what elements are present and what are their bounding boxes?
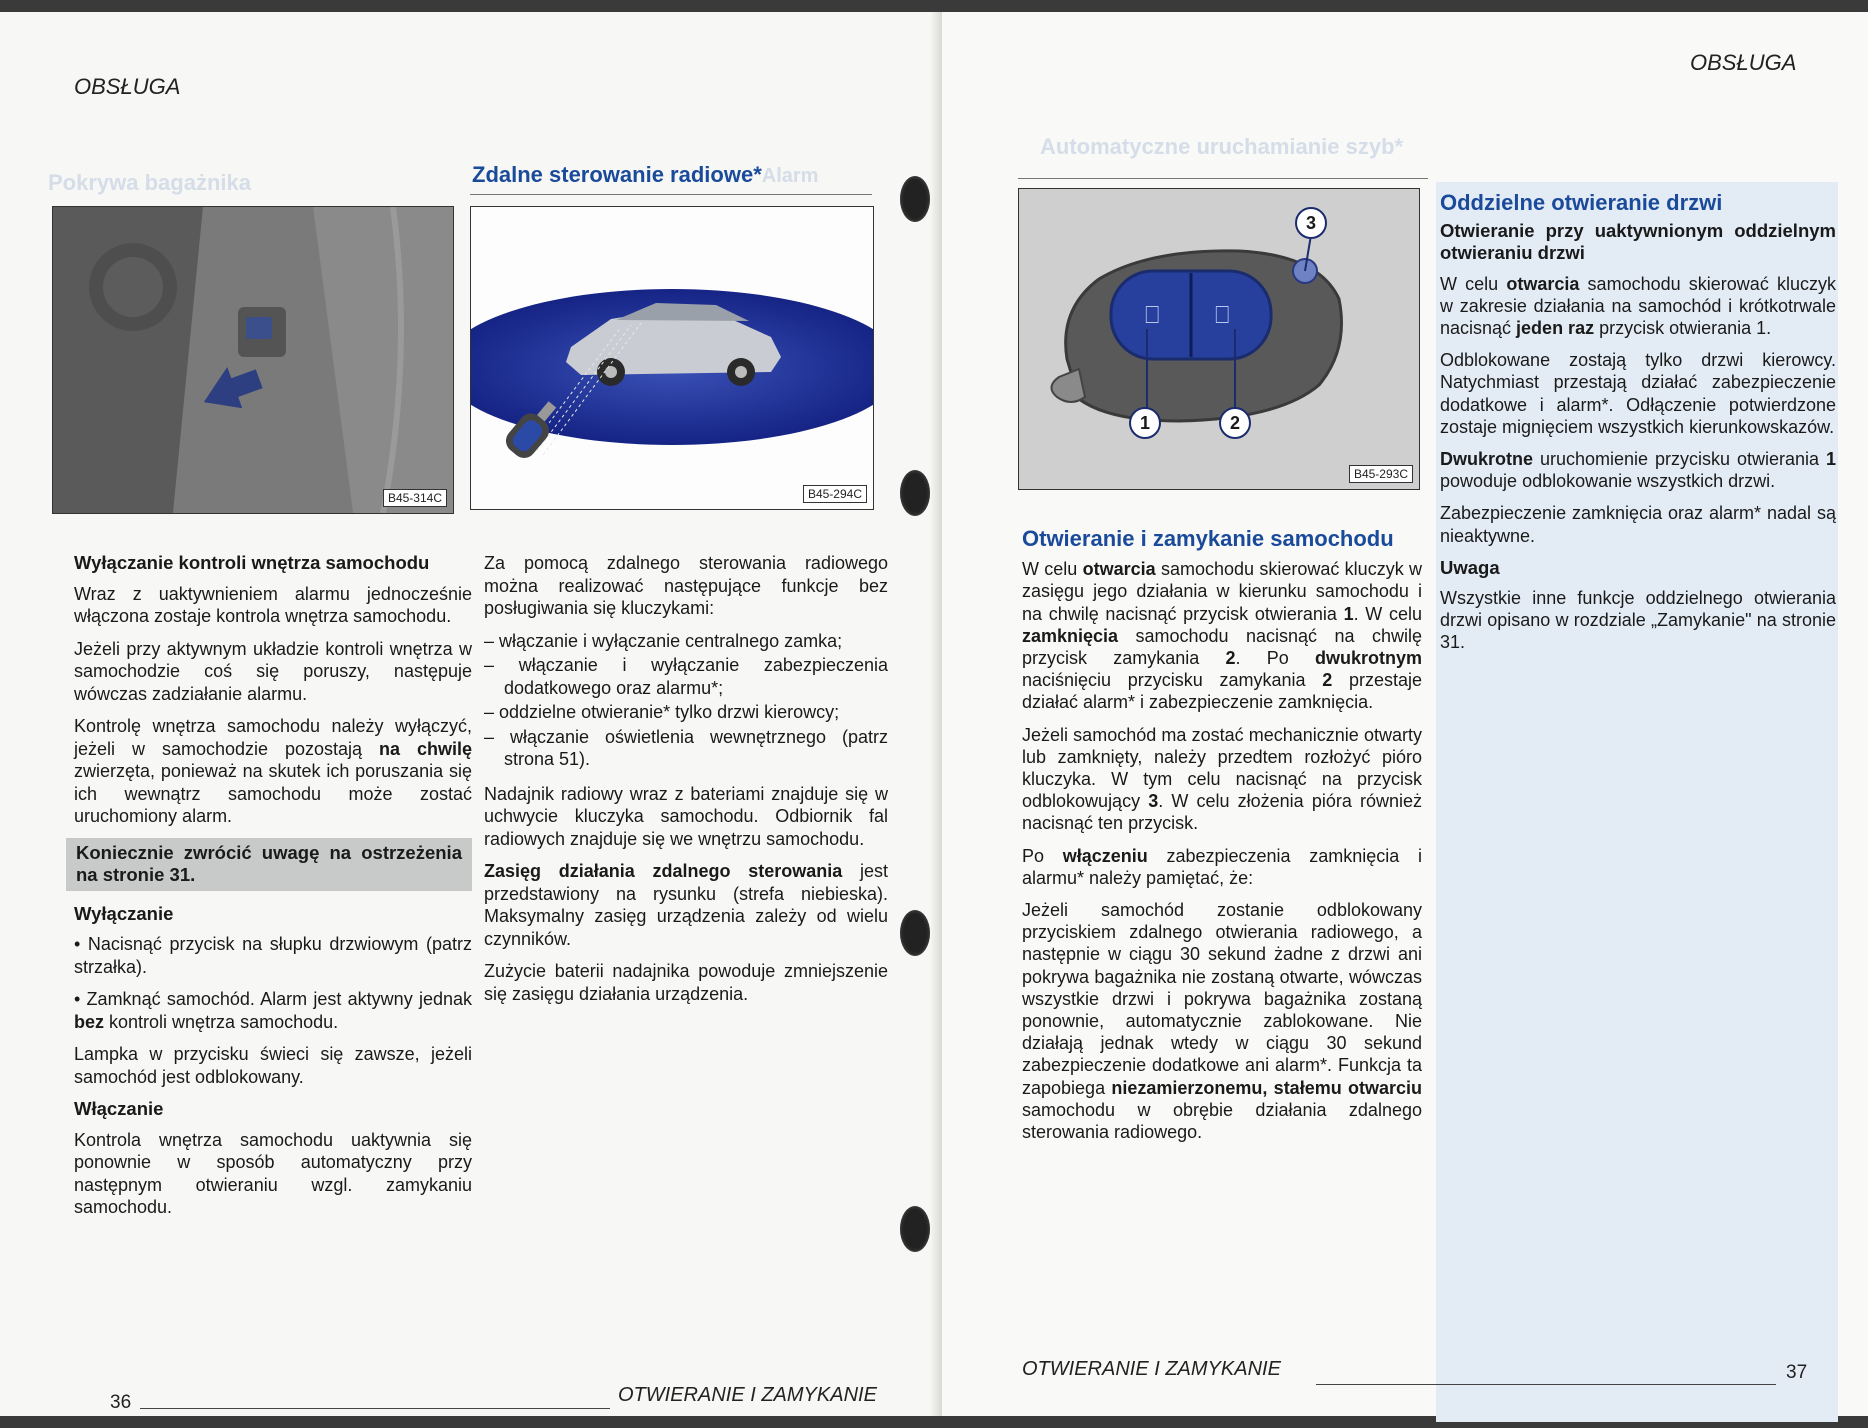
paragraph-3 <box>74 715 472 828</box>
paragraph-see-chapter: Wszystkie inne funkcje oddzielnego otwierania drzwi opisano w rozdziale „Zamykanie" na stronie 31. <box>1440 588 1836 653</box>
warning-box: Koniecznie zwrócić uwagę na ostrzeżenia na stronie 31. <box>66 838 472 891</box>
ghost-heading-right: Automatyczne uruchamianie szyb* <box>1040 134 1404 159</box>
bold: dwukrotnym <box>1314 648 1422 669</box>
subheading-note: Uwaga <box>1440 556 1500 578</box>
subtitle-separate-opening: Otwieranie przy uaktywnionym oddzielnym otwieraniu drzwi <box>1440 220 1836 264</box>
bold: zamknięcia <box>1022 625 1119 646</box>
title-separate-opening: Oddzielne otwieranie drzwi <box>1440 190 1723 215</box>
text: W celu <box>1022 559 1083 580</box>
callout-3: 3 <box>1295 207 1327 239</box>
text: uruchomienie przycisku otwierania <box>1533 449 1826 470</box>
paragraph-2: Jeżeli przy aktywnym układzie kontroli wnętrza w samochodzie coś się poruszy, następuje wówczas zadziałanie alarmu. <box>74 638 472 704</box>
bold: jeden raz <box>1516 318 1595 339</box>
paragraph-driver-door: Odblokowane zostają tylko drzwi kierowcy. Natychmiast przestają działać zabezpieczenie dodatkowe i alarm*. Odłączenie potwierdzone zostaje mignięciem wszystkich kierunkowskazów. <box>1440 350 1836 437</box>
paragraph-range <box>484 860 888 950</box>
text: zabezpieczenia zamknięcia i alarmu* należy pamiętać, że: <box>1022 845 1422 888</box>
text: W celu <box>1440 273 1507 294</box>
bold: otwarcia <box>1082 559 1156 580</box>
bullet-press-button: • Nacisnąć przycisk na słupku drzwiowym (patrz strzałka). <box>74 934 472 977</box>
page-number-left: 36 <box>110 1392 132 1413</box>
left-column-2 <box>484 552 888 1015</box>
range-bold: Zasięg działania zdalnego sterowania <box>484 861 843 881</box>
text: . W celu <box>1353 603 1423 624</box>
right-title-rule <box>1018 178 1428 179</box>
subheading-turn-off: Wyłączanie <box>74 902 174 924</box>
paragraph-1: Wraz z uaktywnieniem alarmu jednocześnie włączona zostaje kontrola wnętrza samochodu. <box>74 583 472 626</box>
right-column-1 <box>1022 528 1422 1153</box>
left-page-header: OBSŁUGA <box>74 74 181 99</box>
p3-bold: na chwilę <box>379 738 472 759</box>
text: samochodu skierować kluczyk w zakresie działania na samochód i krótkotrwale nacisnąć <box>1440 273 1836 339</box>
key-fob-illustration <box>1019 189 1419 489</box>
paragraph-double-press <box>1440 448 1836 492</box>
footer-rule-left <box>140 1408 610 1409</box>
footer-left: OTWIERANIE I ZAMYKANIE <box>618 1384 877 1406</box>
paragraph-inactive: Zabezpieczenie zamknięcia oraz alarm* nadal są nieaktywne. <box>1440 503 1836 546</box>
paragraph-transmitter: Nadajnik radiowy wraz z bateriami znajduje się w uchwycie kluczyka samochodu. Odbiornik fal radiowych znajduje się we wnętrzu samochodu. <box>484 783 888 849</box>
text: Jeżeli samochód ma zostać mechanicznie otwarty lub zamknięty, należy przedtem rozłożyć pióro kluczyka. W tym celu nacisnąć na przycisk odblokowujący <box>1022 724 1422 812</box>
text: samochodu w obrębie działania zdalnego sterowania radiowego. <box>1022 1099 1422 1143</box>
text: przycisk otwierania 1. <box>1594 318 1772 339</box>
figure-remote-range <box>470 206 874 510</box>
bullet2-text-a: • Zamknąć samochód. Alarm jest aktywny jednak <box>74 989 472 1009</box>
list-item: – oddzielne otwieranie* tylko drzwi kierowcy; <box>484 702 840 722</box>
text: . W celu złożenia pióra również nacisnąć ten przycisk. <box>1022 791 1423 834</box>
text: przestaje działać alarm* i zabezpieczenie zamknięcia. <box>1022 670 1422 713</box>
text: Po <box>1022 845 1063 866</box>
text: . Po <box>1235 648 1315 669</box>
right-page-header: OBSŁUGA <box>1690 50 1797 75</box>
bold: 2 <box>1225 648 1236 669</box>
heading-interior-monitoring-off: Wyłączanie kontroli wnętrza samochodu <box>74 552 430 573</box>
paragraph-lamp: Lampka w przycisku świeci się zawsze, jeżeli samochód jest odblokowany. <box>74 1044 472 1087</box>
bold: włączeniu <box>1062 845 1148 866</box>
functions-list <box>484 630 888 771</box>
callout-1: 1 <box>1129 407 1161 439</box>
text: samochodu skierować kluczyk w zasięgu jego działania w kierunku samochodu i na chwilę nacisnąć przycisk otwierania <box>1022 559 1422 624</box>
bold: 3 <box>1148 791 1159 812</box>
bold: Dwukrotne <box>1440 449 1534 470</box>
right-column-2 <box>1440 192 1836 664</box>
title-open-close: Otwieranie i zamykanie samochodu <box>1022 526 1394 551</box>
binding-hole <box>900 470 930 516</box>
bullet-lock-car <box>74 988 472 1033</box>
subheading-turn-on: Włączanie <box>74 1098 164 1119</box>
text: powoduje odblokowanie wszystkich drzwi. <box>1440 471 1776 492</box>
footer-rule-right <box>1316 1384 1776 1385</box>
paragraph-functions-intro: Za pomocą zdalnego sterowania radiowego można realizować następujące funkcje bez posługiwania się kluczykami: <box>484 553 888 618</box>
title-rule <box>470 194 872 195</box>
ghost-heading-left: Pokrywa bagażnika <box>48 170 251 195</box>
remote-range-illustration <box>471 207 873 509</box>
range-text: jest przedstawiony na rysunku (strefa niebieska). Maksymalny zasięg urządzenia zależy od wielu czynników. <box>484 861 888 949</box>
bold: niezamierzonemu, stałemu otwarciu <box>1111 1077 1422 1098</box>
paragraph-after-activation <box>1022 845 1422 889</box>
p3-text-a: Kontrolę wnętrza samochodu należy wyłączyć, jeżeli w samochodzie pozostają <box>74 716 472 759</box>
bullet2-text-b: kontroli wnętrza samochodu. <box>104 1011 339 1032</box>
figure-code-293: B45-293C <box>1349 465 1413 483</box>
binding-hole <box>900 176 930 222</box>
text: naciśnięciu przycisku zamykania <box>1022 670 1323 691</box>
section-title-text: Zdalne sterowanie radiowe* <box>472 162 762 187</box>
paragraph-auto-relock <box>1022 899 1422 1143</box>
svg-text:⎕: ⎕ <box>1215 301 1230 329</box>
paragraph-reactivation: Kontrola wnętrza samochodu uaktywnia się ponownie w sposób automatyczny przy następnym otwieraniu wzgl. zamykaniu samochodu. <box>74 1129 472 1217</box>
section-title-remote <box>472 162 818 188</box>
bold: 1 <box>1825 449 1836 470</box>
bullet2-bold: bez <box>74 1011 105 1032</box>
left-column-1 <box>74 552 472 1229</box>
list-item: – włączanie i wyłączanie zabezpieczenia dodatkowego oraz alarmu*; <box>484 655 888 698</box>
ghost-title-suffix: Alarm <box>761 165 819 187</box>
left-page <box>0 12 950 1416</box>
paragraph-open-once <box>1440 273 1836 340</box>
list-item: – włączanie oświetlenia wewnętrznego (patrz strona 51). <box>484 726 888 769</box>
p3-text-b: zwierzęta, ponieważ na skutek ich poruszania się ich wewnątrz samochodu może zostać uruchomiony alarm. <box>74 761 472 826</box>
footer-right: OTWIERANIE I ZAMYKANIE <box>1022 1358 1281 1380</box>
bold: otwarcia <box>1506 273 1580 294</box>
paragraph-battery: Zużycie baterii nadajnika powoduje zmniejszenie się zasięgu działania urządzenia. <box>484 961 888 1004</box>
callout-2: 2 <box>1219 407 1251 439</box>
figure-code-294: B45-294C <box>803 485 867 503</box>
paragraph-mechanical <box>1022 724 1422 835</box>
binding-hole <box>900 1206 930 1252</box>
page-number-right: 37 <box>1786 1362 1808 1383</box>
binding-hole <box>900 910 930 956</box>
list-item: – włączanie i wyłączanie centralnego zamka; <box>484 630 843 651</box>
text: samochodu nacisnąć na chwilę przycisk zamykania <box>1022 625 1422 669</box>
figure-code-314: B45-314C <box>383 489 447 507</box>
bold: 1 <box>1343 603 1354 624</box>
bold: 2 <box>1322 670 1333 691</box>
paragraph-open-close <box>1022 558 1422 713</box>
figure-key-fob <box>1018 188 1420 490</box>
door-pillar-illustration <box>53 207 453 513</box>
figure-door-pillar <box>52 206 454 514</box>
svg-text:⎕: ⎕ <box>1145 301 1160 329</box>
text: Jeżeli samochód zostanie odblokowany przyciskiem zdalnego otwierania radiowego, a następnie w ciągu 30 sekund żadne z drzwi ani pokrywa bagażnika nie zostaną otwarte, wówczas wszystkie drzwi i pokrywa bagażnika zostaną ponownie, automatycznie zablokowane. Nie działają jednak wtedy w ciągu 30 sekund zabezpieczenie dodatkowe ani alarm*. Funkcja ta zapobiega <box>1022 900 1422 1098</box>
